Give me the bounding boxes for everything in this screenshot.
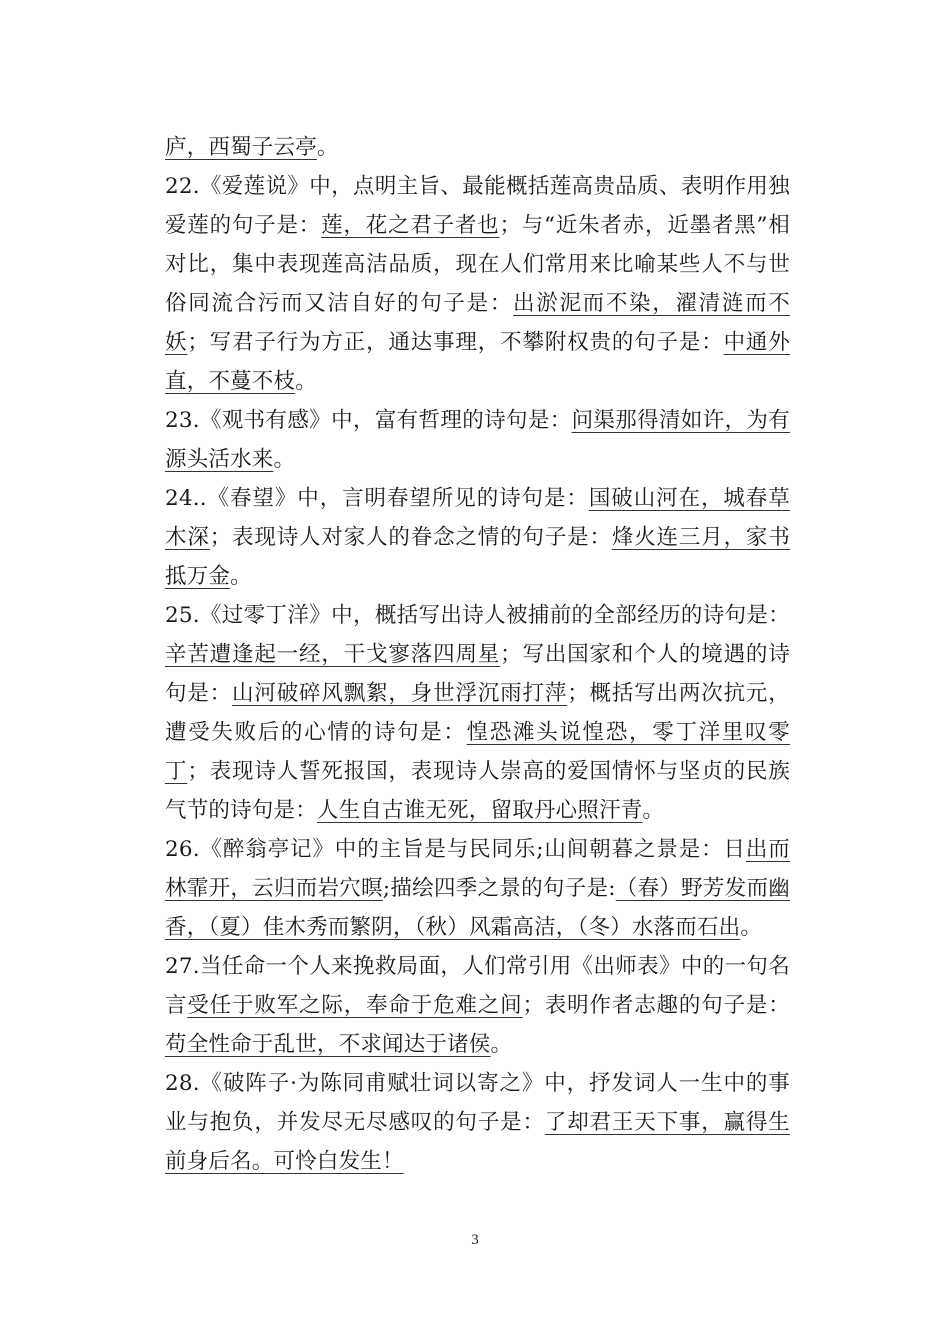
paragraph-q23 <box>165 401 790 479</box>
question-text: 。 <box>642 798 665 823</box>
question-text: 。 <box>490 1032 513 1057</box>
answer-text: 苟全性命于乱世，不求闻达于诸侯 <box>165 1032 491 1057</box>
answer-text: 烽火连三月，家书抵万金 <box>165 525 790 589</box>
question-text: ；写君子行为方正，通达事理，不攀附权贵的句子是： <box>187 330 724 355</box>
answer-text: 莲，花之君子者也 <box>321 213 500 238</box>
paragraph-cont <box>165 128 790 167</box>
question-text: 。 <box>316 135 339 160</box>
paragraph-q27 <box>165 947 790 1064</box>
answer-text: 山河破碎风飘絮，身世浮沉雨打萍 <box>232 681 568 706</box>
question-text: 。 <box>273 447 296 472</box>
answer-text: 出而林霏开，云归而岩穴暝 <box>165 837 790 901</box>
answer-text: 出淤泥而不染，濯清涟而不妖 <box>165 291 790 355</box>
answer-text: 受任于败军之际，奉命于危难之间 <box>187 993 523 1018</box>
paragraph-q25 <box>165 596 790 830</box>
paragraph-q24 <box>165 479 790 596</box>
question-text: 27.当任命一个人来挽救局面，人们常引用《出师表》中的一句名言 <box>165 954 790 1018</box>
question-text: ；概括写出两次抗元，遭受失败后的心情的诗句是： <box>165 681 790 745</box>
question-text: ;描绘四季之景的句子是: <box>382 876 616 901</box>
document-body <box>165 128 790 1181</box>
answer-text: 问渠那得清如许，为有源头活水来 <box>165 408 790 472</box>
answer-text: （春）野芳发而幽香，（夏）佳木秀而繁阴，（秋）风霜高洁，（冬）水落而石出 <box>165 876 790 940</box>
question-text: 25.《过零丁洋》中，概括写出诗人被捕前的全部经历的诗句是： <box>165 603 790 628</box>
question-text: ；与“近朱者赤，近墨者黑”相对比，集中表现莲高洁品质，现在人们常用来比喻某些人不与世俗同流合污而又洁自好的句子是： <box>165 213 790 316</box>
paragraph-q22 <box>165 167 790 401</box>
question-text: ；写出国家和个人的境遇的诗句是： <box>165 642 790 706</box>
question-text: 23.《观书有感》中，富有哲理的诗句是： <box>165 408 572 433</box>
question-text: 。 <box>740 915 763 940</box>
paragraph-q26 <box>165 830 790 947</box>
paragraph-q28 <box>165 1064 790 1181</box>
question-text: 28.《破阵子·为陈同甫赋壮词以寄之》中，抒发词人一生中的事业与抱负，并发尽无尽感叹的句子是： <box>165 1071 790 1135</box>
answer-text: 中通外直，不蔓不枝 <box>165 330 790 394</box>
answer-text: 惶恐滩头说惶恐，零丁洋里叹零丁 <box>165 720 790 784</box>
question-text: 。 <box>230 564 252 589</box>
question-text: 。 <box>295 369 317 394</box>
page-number: 3 <box>471 1232 479 1248</box>
question-text: ；表明作者志趣的句子是： <box>522 993 790 1018</box>
answer-text: 人生自古谁无死，留取丹心照汗青 <box>316 798 643 823</box>
question-text: 26.《醉翁亭记》中的主旨是与民同乐;山间朝暮之景是：日 <box>165 837 746 862</box>
question-text: 24..《春望》中，言明春望所见的诗句是： <box>165 486 589 511</box>
answer-text: 国破山河在，城春草木深 <box>165 486 790 550</box>
question-text: ；表现诗人对家人的眷念之情的句子是： <box>209 525 612 550</box>
question-text: 22.《爱莲说》中，点明主旨、最能概括莲高贵品质、表明作用独爱莲的句子是： <box>165 174 790 238</box>
answer-text: 了却君王天下事，赢得生前身后名。可怜白发生！ <box>165 1110 791 1174</box>
answer-text: 辛苦遭逢起一经，干戈寥落四周星 <box>165 642 501 667</box>
answer-text: 庐，西蜀子云亭 <box>165 135 317 160</box>
question-text: ；表现诗人誓死报国，表现诗人崇高的爱国情怀与坚贞的民族气节的诗句是： <box>165 759 791 823</box>
